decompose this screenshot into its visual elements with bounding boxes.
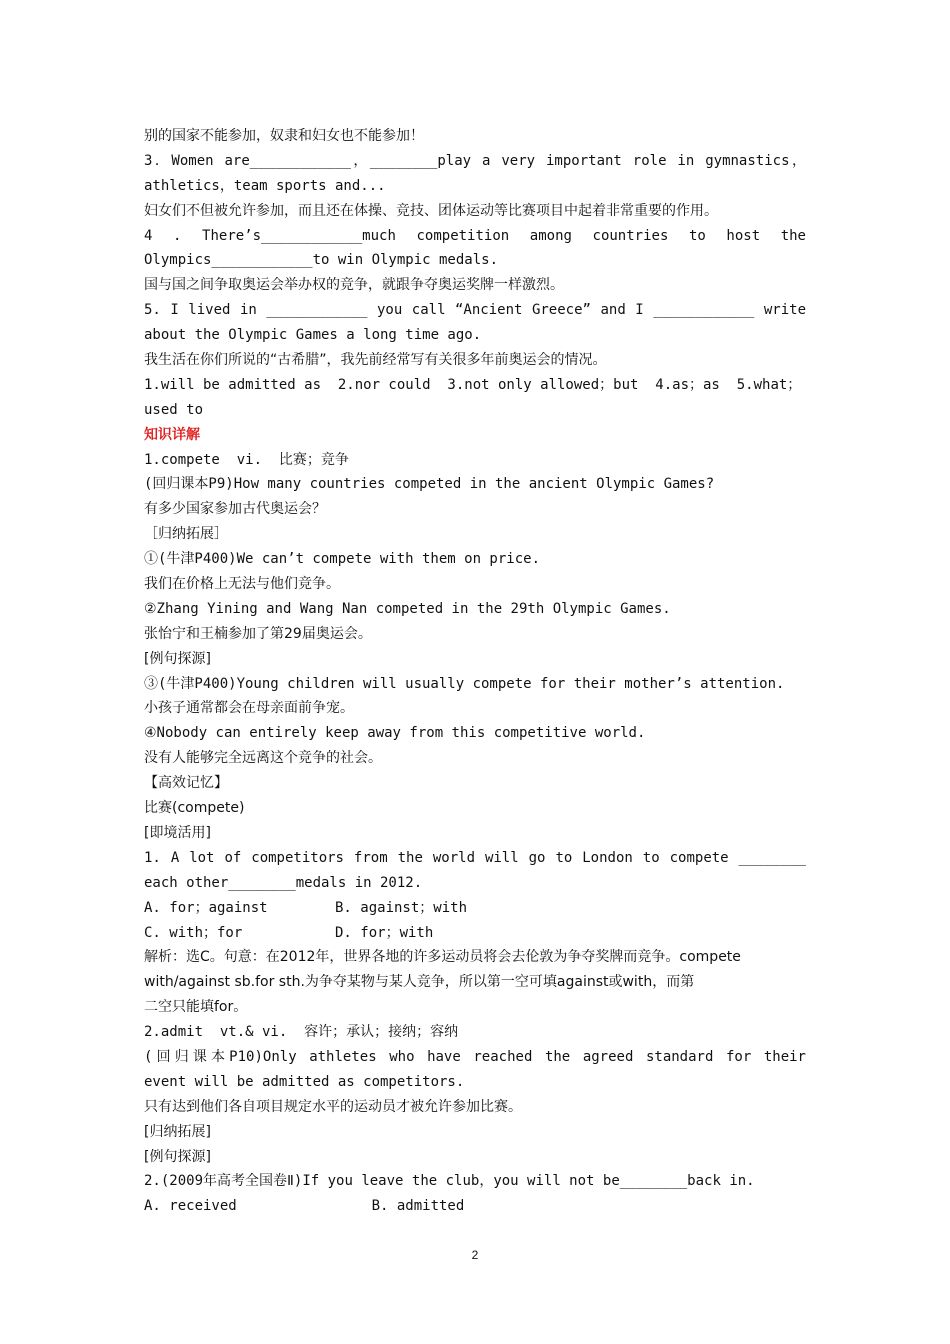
text-line: 3．Women are____________，________play a very important role in gymnastics， (144, 152, 806, 169)
text-line: ④Nobody can entirely keep away from this competitive world. (144, 725, 646, 742)
text-line: 5. I lived in ____________ you call “Ancient Greece” and I ____________ write (144, 302, 806, 319)
text-line: 妇女们不但被允许参加，而且还在体操、竞技、团体运动等比赛项目中起着非常重要的作用。 (144, 202, 718, 219)
text-line: 4 . There’s____________much competition among countries to host the (144, 227, 806, 244)
document-body (144, 124, 806, 1219)
text-line: with/against sb.for sth.为争夺某物与某人竞争，所以第一空可填against或with，而第 (144, 974, 695, 991)
text-line: 比赛(compete) (144, 800, 245, 817)
text-line: 没有人能够完全远离这个竞争的社会。 (144, 750, 382, 767)
text-line: ③(牛津P400)Young children will usually compete for their mother’s attention. (144, 675, 785, 692)
text-line: 我们在价格上无法与他们竞争。 (144, 576, 340, 593)
text-line: ②Zhang Yining and Wang Nan competed in the 29th Olympic Games. (144, 600, 671, 617)
text-line: event will be admitted as competitors. (144, 1073, 465, 1090)
text-line: 国与国之间争取奥运会举办权的竞争，就跟争夺奥运奖牌一样激烈。 (144, 277, 564, 294)
text-line: [即境活用] (144, 824, 211, 841)
text-line: 小孩子通常都会在母亲面前争宠。 (144, 700, 354, 717)
text-line: 二空只能填for。 (144, 999, 248, 1016)
text-line: 【高效记忆】 (144, 775, 228, 792)
text-line: 1. A lot of competitors from the world will go to London to compete ________ (144, 849, 806, 866)
text-line: 解析：选C。句意：在2012年，世界各地的许多运动员将会去伦敦为争夺奖牌而竞争。compete (144, 949, 741, 966)
text-line: each other________medals in 2012. (144, 874, 423, 891)
text-line: 有多少国家参加古代奥运会？ (144, 501, 326, 518)
text-line: C. with；for D. for；with (144, 924, 434, 941)
text-line: (回归课本P9)How many countries competed in the ancient Olympic Games? (144, 476, 715, 493)
text-line: A. for；against B. against；with (144, 899, 468, 916)
text-line: ①(牛津P400)We can’t compete with them on price. (144, 551, 541, 568)
text-line: 2.(2009年高考全国卷Ⅱ)If you leave the club，you will not be________back in. (144, 1173, 755, 1190)
text-line: 别的国家不能参加，奴隶和妇女也不能参加！ (144, 128, 424, 144)
text-line: 2.admit vt.& vi. 容许；承认；接纳；容纳 (144, 1024, 459, 1041)
text-line: A. received B. admitted (144, 1198, 465, 1215)
text-line: about the Olympic Games a long time ago. (144, 327, 482, 344)
text-line: 我生活在你们所说的“古希腊”，我先前经常写有关很多年前奥运会的情况。 (144, 352, 607, 369)
text-line: [例句探源] (144, 1148, 211, 1165)
text-line: 只有达到他们各自项目规定水平的运动员才被允许参加比赛。 (144, 1098, 522, 1115)
text-line: ［归纳拓展］ (144, 526, 228, 543)
text-line: athletics，team sports and... (144, 177, 386, 194)
text-line: used to (144, 401, 204, 418)
text-line: (回归课本P10)Only athletes who have reached the agreed standard for their (144, 1048, 806, 1065)
page-number: 2 (471, 1248, 479, 1262)
text-line: 1.compete vi. 比赛；竞争 (144, 451, 349, 468)
text-line: [归纳拓展] (144, 1123, 211, 1140)
text-line: 张怡宁和王楠参加了第29届奥运会。 (144, 625, 372, 642)
text-line: Olympics____________to win Olympic medals. (144, 252, 499, 269)
text-line: 1.will be admitted as 2.nor could 3.not only allowed；but 4.as；as 5.what； (144, 376, 802, 393)
section-heading: 知识详解 (144, 426, 200, 443)
text-line: [例句探源] (144, 650, 211, 667)
